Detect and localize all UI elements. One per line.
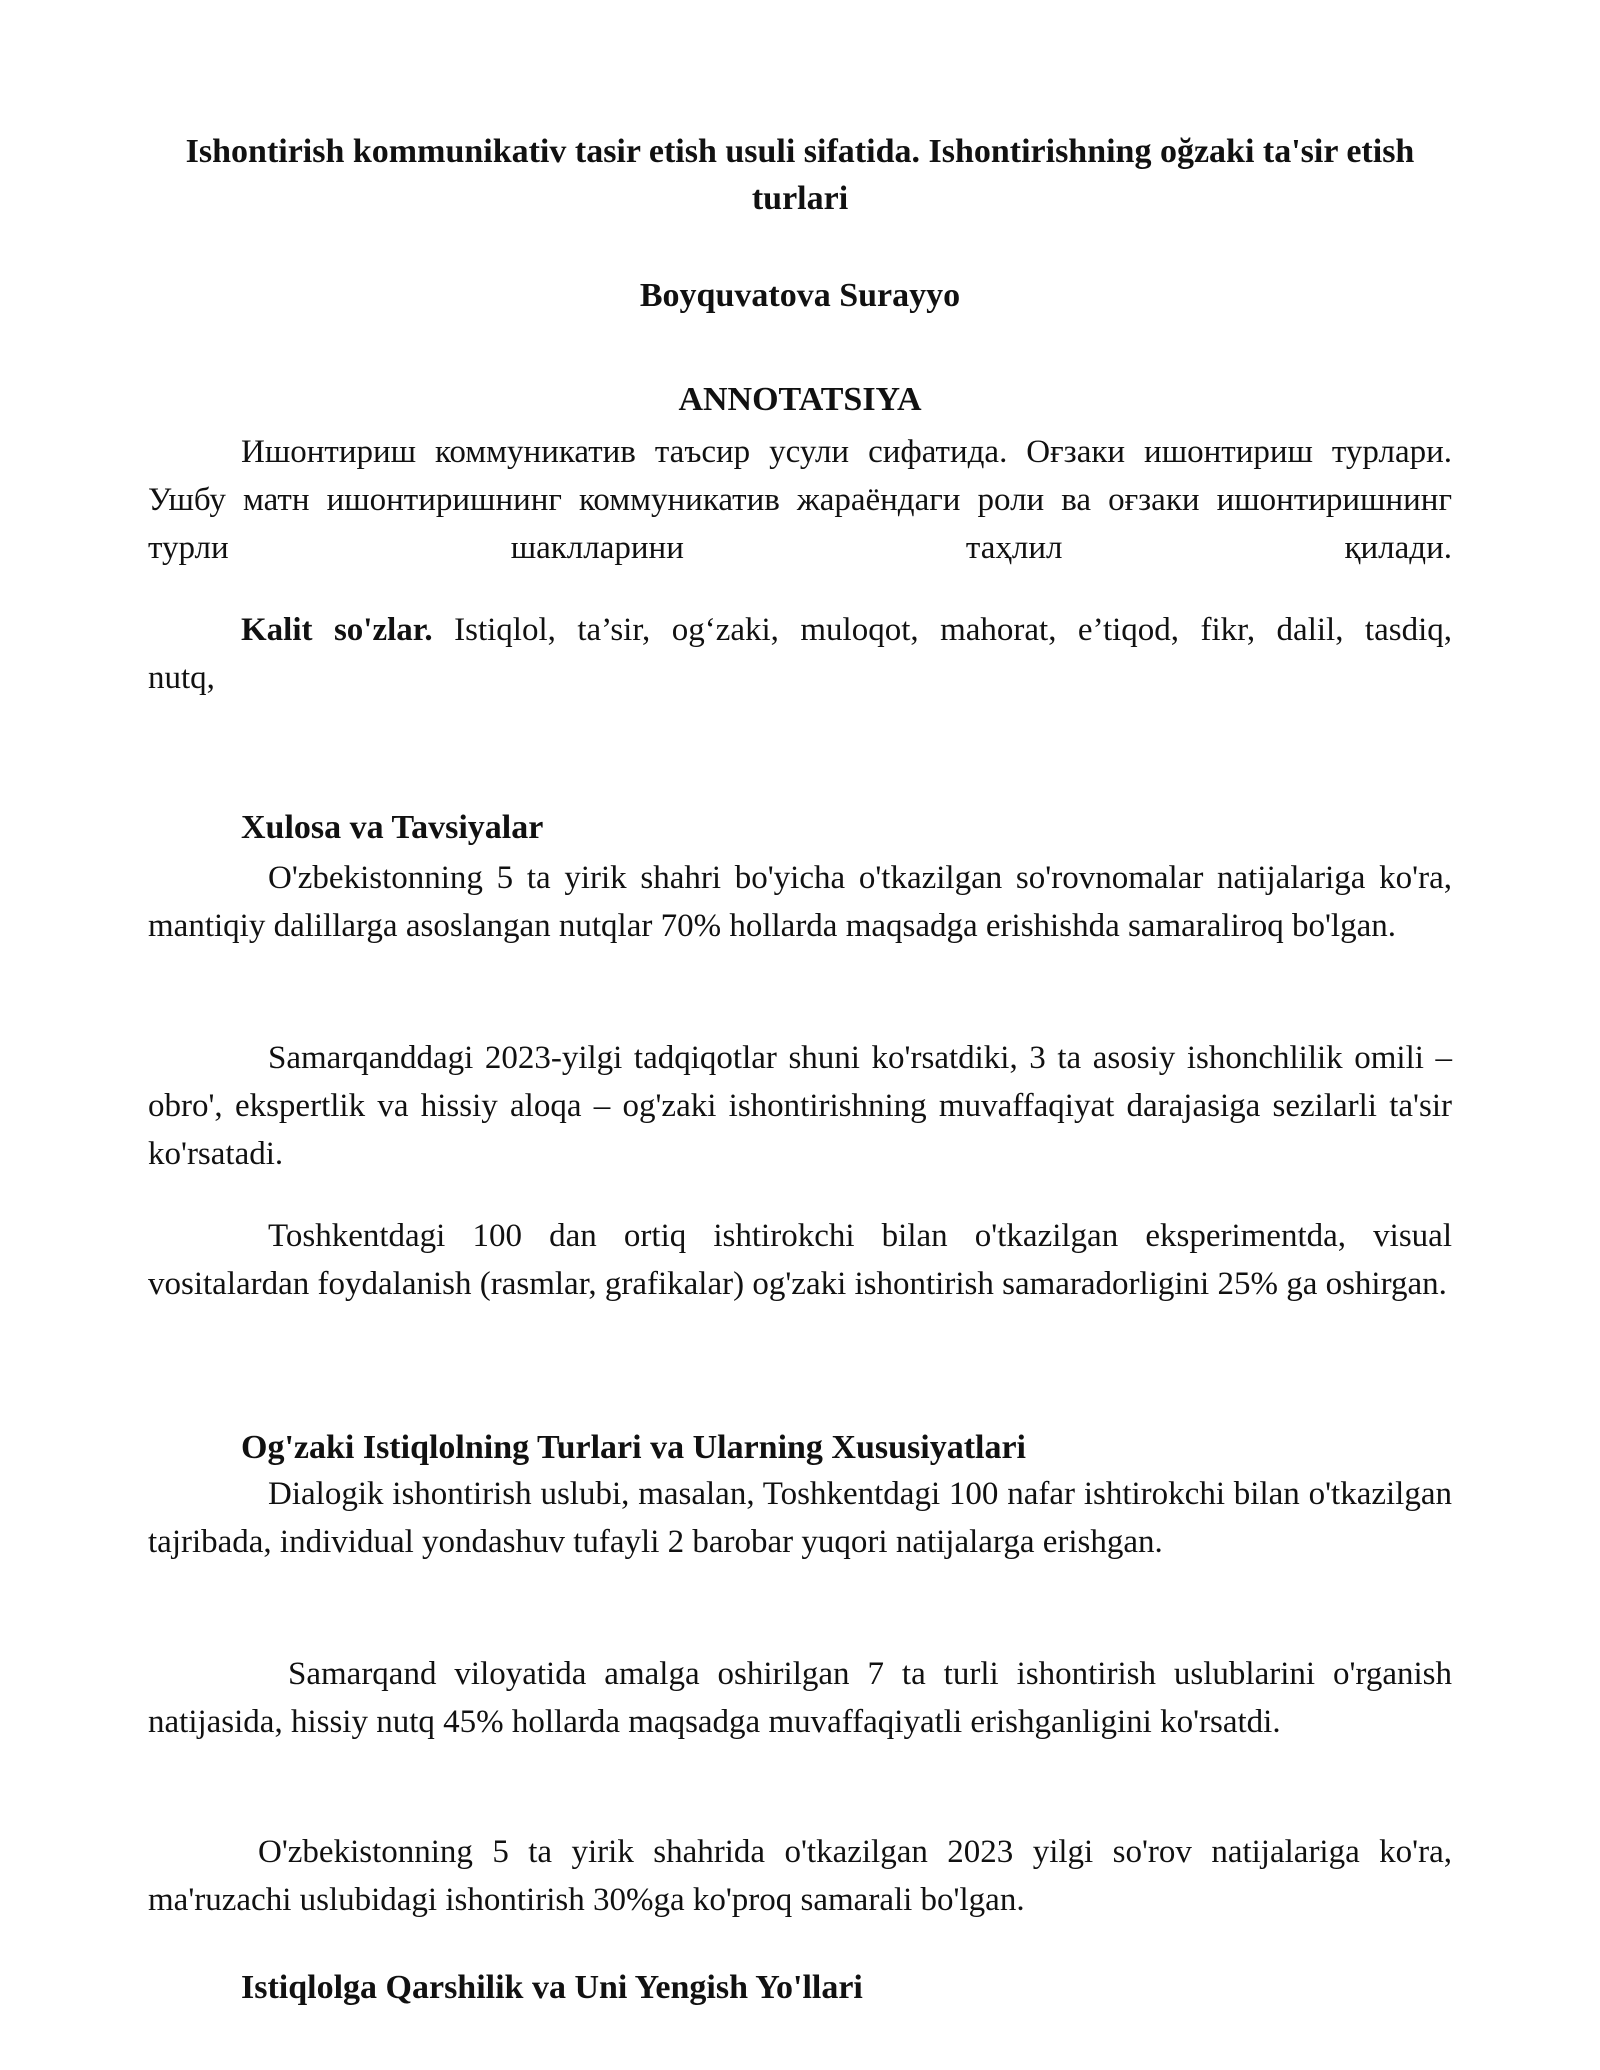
body-paragraph: Samarqand viloyatida amalga oshirilgan 7 ta turli ishontirish uslublarini o'rganish natijasida, hissiy nutq 45% hollarda maqsadga muvaffaqiyatli erishganligini ko'rsatdi. bbox=[148, 1656, 1452, 1740]
document-title: Ishontirish kommunikativ tasir etish usuli sifatida. Ishontirishning oğzaki ta'sir etish turlari bbox=[185, 133, 1415, 217]
annotation-paragraph: Ишонтириш коммуникатив таъсир усули сифатида. Оғзаки ишонтириш турлари. Ушбу матн ишонтиришнинг коммуникатив жараёндаги роли ва оғзаки ишонтиришнинг турли шаклларини таҳлил қилади. bbox=[148, 434, 1452, 566]
annotation-heading: ANNOTATSIYA bbox=[678, 381, 922, 418]
body-paragraph: Toshkentdagi 100 dan ortiq ishtirokchi bilan o'tkazilgan eksperimentda, visual vositalardan foydalanish (rasmlar, grafikalar) og'zaki ishontirish samaradorligini 25% ga oshirgan. bbox=[148, 1218, 1452, 1302]
section-heading-types: Og'zaki Istiqlolning Turlari va Ularning Xususiyatlari bbox=[241, 1429, 1027, 1466]
body-paragraph: Samarqanddagi 2023-yilgi tadqiqotlar shuni ko'rsatdiki, 3 ta asosiy ishonchlilik omili – obro', ekspertlik va hissiy aloqa – og'zaki ishontirishning muvaffaqiyat darajasiga sezilarli ta'sir ko'rsatadi. bbox=[148, 1040, 1452, 1172]
body-paragraph: O'zbekistonning 5 ta yirik shahrida o'tkazilgan 2023 yilgi so'rov natijalariga ko'ra, ma'ruzachi uslubidagi ishontirish 30%ga ko'proq samarali bo'lgan. bbox=[148, 1834, 1452, 1918]
body-paragraph: Dialogik ishontirish uslubi, masalan, Toshkentdagi 100 nafar ishtirokchi bilan o'tkazilgan tajribada, individual yondashuv tufayli 2 barobar yuqori natijalarga erishgan. bbox=[148, 1476, 1452, 1560]
keywords-paragraph bbox=[148, 606, 1452, 702]
keywords-list: Istiqlol, ta’sir, og‘zaki, muloqot, mahorat, e’tiqod, fikr, dalil, tasdiq, nutq, bbox=[148, 612, 1452, 696]
section-heading-conclusions: Xulosa va Tavsiyalar bbox=[241, 809, 544, 846]
body-paragraph: O'zbekistonning 5 ta yirik shahri bo'yicha o'tkazilgan so'rovnomalar natijalariga ko'ra, mantiqiy dalillarga asoslangan nutqlar 70% hollarda maqsadga erishishda samaraliroq bo'lgan. bbox=[148, 860, 1452, 944]
section-heading-resistance: Istiqlolga Qarshilik va Uni Yengish Yo'llari bbox=[241, 1969, 863, 2006]
author-name: Boyquvatova Surayyo bbox=[639, 277, 961, 314]
document-page bbox=[148, 0, 1452, 2070]
keywords-label: Kalit so'zlar. bbox=[241, 612, 433, 648]
